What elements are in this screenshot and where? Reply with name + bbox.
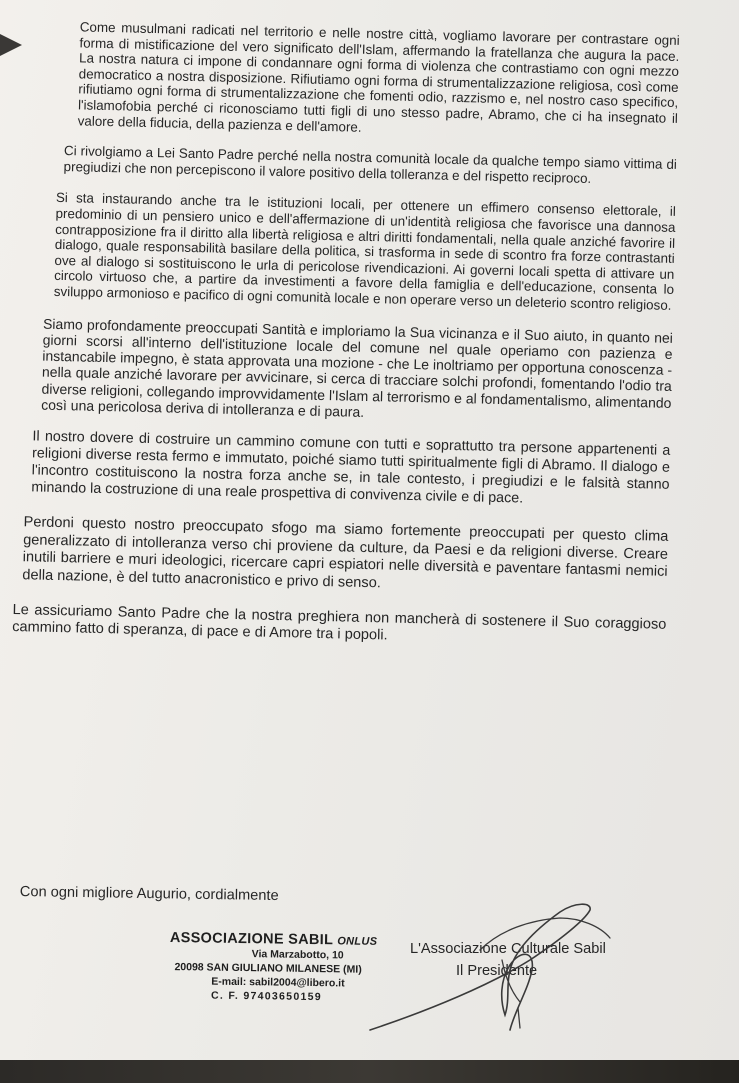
table-surface — [0, 1060, 739, 1083]
closing-salutation: Con ogni migliore Augurio, cordialmente — [19, 884, 279, 905]
paragraph-1: Come musulmani radicati nel territorio e nelle nostre città, vogliamo lavorare per contrastare ogni forma di mistificazione del vero significato dell'Islam, affermando la fratellanza che augura la pace. La nostra natura ci impone di condannare ogni forma di violenza che contrastiamo con ogni mezzo democratico a nostra disposizione. Rifiutiamo ogni forma di strumentalizzazione religiosa, così come rifiutiamo ogni forma di strumentalizzazione che fomenti odio, razzismo e, nel nostro caso specifico, l'islamofobia perché ci riconosciamo tutti figli di uno stesso padre, Abramo, che ci ha insegnato il valore della fiducia, della pazienza e dell'amore. — [77, 19, 680, 135]
paragraph-4: Siamo profondamente preoccupati Santità e imploriamo la Sua vicinanza e il Suo aiuto, in quanto nei giorni scorsi all'interno dell'istituzione locale del comune nel quale operiamo con pazienza e instancabile impegno, è stata approvata una mozione - che Le inoltriamo per opportuna conoscenza - nella quale anziché lavorare per avvicinare, si cerca di tracciare solchi profondi, fomentando l'odio tra diverse religioni, collegando improvvidamente l'Islam al terrorismo e al fondamentalismo, alimentando così una pericolosa deriva di intolleranza e di paura. — [41, 315, 674, 420]
stamp-org-suffix: ONLUS — [337, 935, 378, 948]
paragraph-3: Si sta instaurando anche tra le istituzioni locali, per ottenere un effimero consenso elettorale, il predominio di un pensiero unico e dell'affermazione di un'identità religiosa che favorisce una dannosa contrapposizione fra il diritto alla libertà religiosa e altri diritti fondamentali, nella quale anziché favorire il dialogo, quale responsabilità basilare della politica, si trasforma in sede di scontro fra forze contrastanti ove al dialogo si sostituiscono le urla di pericolose rivendicazioni. Ai governi locali spetta di attivare un circolo virtuoso che, a partire da investimenti a favore della famiglia e dell'educazione, consenta lo sviluppo armonioso e pacifico di ogni comunità locale e non operare verso un deleterio scontro religioso. — [53, 190, 676, 313]
signatory-role: Il Presidente — [456, 963, 538, 979]
paragraph-6: Perdoni questo nostro preoccupato sfogo ma siamo fortemente preoccupati per questo clima generalizzato di intolleranza verso chi proviene da culture, da Paesi e da religioni diverse. Creare inutili barriere e muri ideologici, ricercare capri espiatori nelle diversità e paventare fantasmi nemici della nazione, è del tutto anacronistico e privo di senso. — [22, 514, 669, 591]
paragraph-2: Ci rivolgiamo a Lei Santo Padre perché nella nostra comunità locale da qualche tempo siamo vittima di pregiudizi che non percepiscono il valore positivo della tolleranza e del rispetto reciproco. — [63, 143, 678, 186]
stamp-street: Via Marzabotto, 10 — [251, 948, 344, 962]
stamp-org-name: ASSOCIAZIONE SABIL — [169, 930, 334, 949]
stamp-city: 20098 SAN GIULIANO MILANESE (MI) — [174, 961, 362, 976]
stamp-email: E-mail: sabil2004@libero.it — [211, 975, 345, 990]
stamp-tax-code: C. F. 97403650159 — [211, 989, 323, 1004]
signatory-association: L'Associazione Culturale Sabil — [410, 941, 606, 957]
handwritten-signature — [360, 890, 620, 1040]
letter-body — [6, 18, 680, 652]
paragraph-5: Il nostro dovere di costruire un cammino comune con tutti e soprattutto tra persone appartenenti a religioni diverse resta fermo e immutato, poiché siamo tutti spiritualmente figli di Abramo. Il dialogo e l'incontro costituiscono la nostra forza anche se, in tale contesto, i pregiudizi e le falsità stanno minando la costruzione di una reale prospettiva di convivenza civile e di pace. — [31, 428, 671, 507]
paragraph-7: Le assicuriamo Santo Padre che la nostra preghiera non mancherà di sostenere il Suo coraggioso cammino fatto di speranza, di pace e di Amore tra i popoli. — [11, 601, 667, 644]
